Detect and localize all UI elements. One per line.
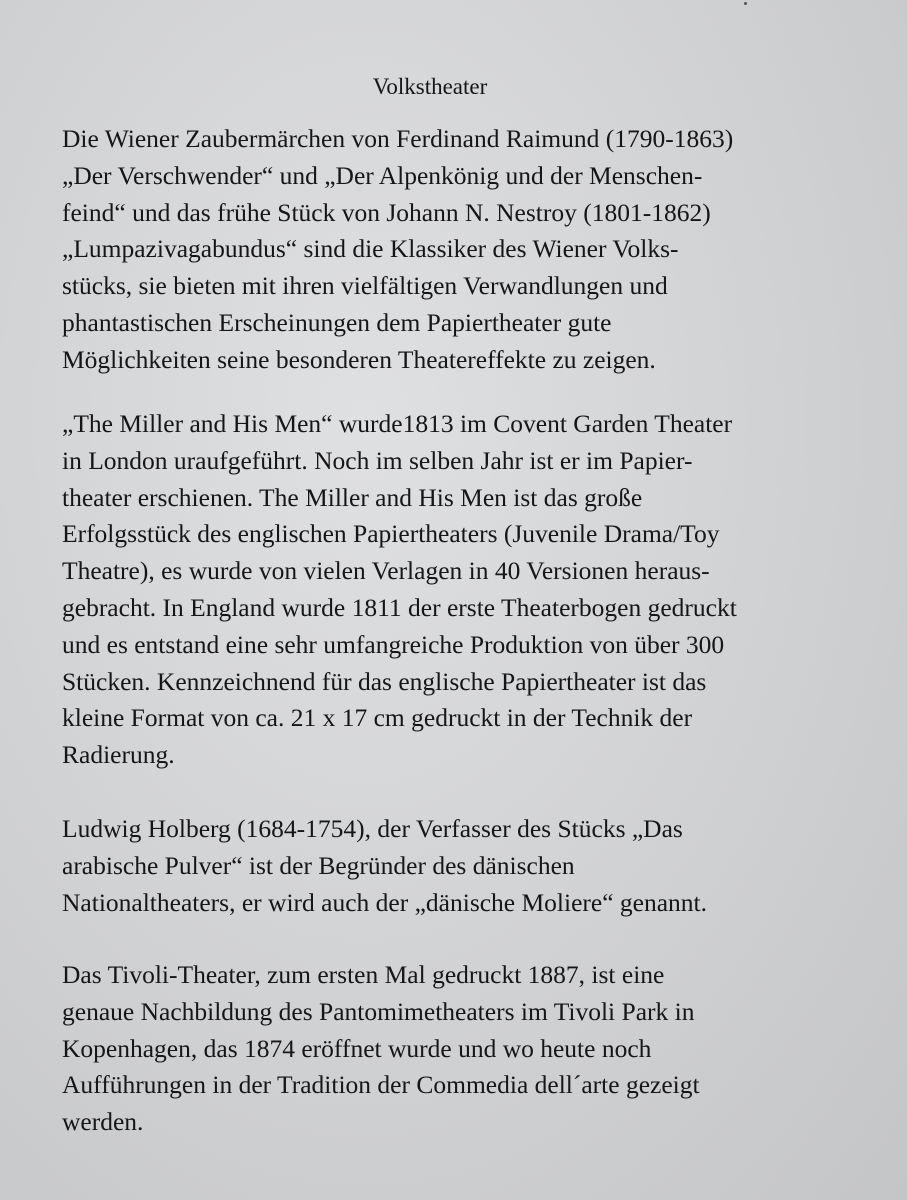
paragraph-miller-and-his-men — [62, 406, 892, 774]
text-line: Ludwig Holberg (1684-1754), der Verfasser des Stücks „Das — [62, 814, 683, 843]
text-line: Stücken. Kennzeichnend für das englische Papiertheater ist das — [62, 666, 707, 696]
text-line: „The Miller and His Men“ wurde1813 im Covent Garden Theater — [62, 409, 733, 438]
paragraph-tivoli-theater — [62, 957, 892, 1141]
paragraph-raimund-nestroy — [62, 121, 892, 379]
text-line: Radierung. — [62, 740, 175, 770]
text-line: „Der Verschwender“ und „Der Alpenkönig und der Menschen- — [62, 160, 703, 190]
text-line: genaue Nachbildung des Pantomimetheaters im Tivoli Park in — [62, 996, 695, 1026]
text-line: phantastischen Erscheinungen dem Papiertheater gute — [62, 307, 612, 337]
paragraph-holberg — [62, 811, 892, 921]
text-line: Das Tivoli-Theater, zum ersten Mal gedruckt 1887, ist eine — [62, 960, 665, 989]
text-line: gebracht. In England wurde 1811 der erste Theaterbogen gedruckt — [62, 592, 737, 622]
text-line: in London uraufgeführt. Noch im selben Jahr ist er im Papier- — [62, 445, 693, 475]
text-line: Theatre), es wurde von vielen Verlagen in 40 Versionen heraus- — [62, 556, 710, 586]
text-line: theater erschienen. The Miller and His Men ist das große — [62, 482, 643, 512]
text-line: werden. — [62, 1107, 144, 1137]
text-line: Nationaltheaters, er wird auch der „dänische Moliere“ genannt. — [62, 887, 708, 917]
text-line: Aufführungen in der Tradition der Commedia dell´arte gezeigt — [62, 1070, 700, 1100]
text-line: arabische Pulver“ ist der Begründer des dänischen — [62, 850, 575, 880]
paper-speck — [744, 2, 747, 5]
text-line: Erfolgsstück des englischen Papiertheaters (Juvenile Drama/Toy — [62, 519, 720, 549]
text-line: feind“ und das frühe Stück von Johann N. Nestroy (1801-1862) — [62, 197, 711, 227]
text-line: kleine Format von ca. 21 x 17 cm gedruckt in der Technik der — [62, 703, 693, 733]
page-title: Volkstheater — [372, 74, 488, 99]
text-line: „Lumpazivagabundus“ sind die Klassiker des Wiener Volks- — [62, 234, 679, 264]
text-line: Kopenhagen, das 1874 eröffnet wurde und wo heute noch — [62, 1033, 652, 1063]
text-line: und es entstand eine sehr umfangreiche Produktion von über 300 — [62, 629, 725, 659]
text-line: Möglichkeiten seine besonderen Theatereffekte zu zeigen. — [62, 344, 656, 374]
text-line: Die Wiener Zaubermärchen von Ferdinand Raimund (1790-1863) — [62, 124, 734, 153]
text-line: stücks, sie bieten mit ihren vielfältigen Verwandlungen und — [62, 271, 668, 301]
